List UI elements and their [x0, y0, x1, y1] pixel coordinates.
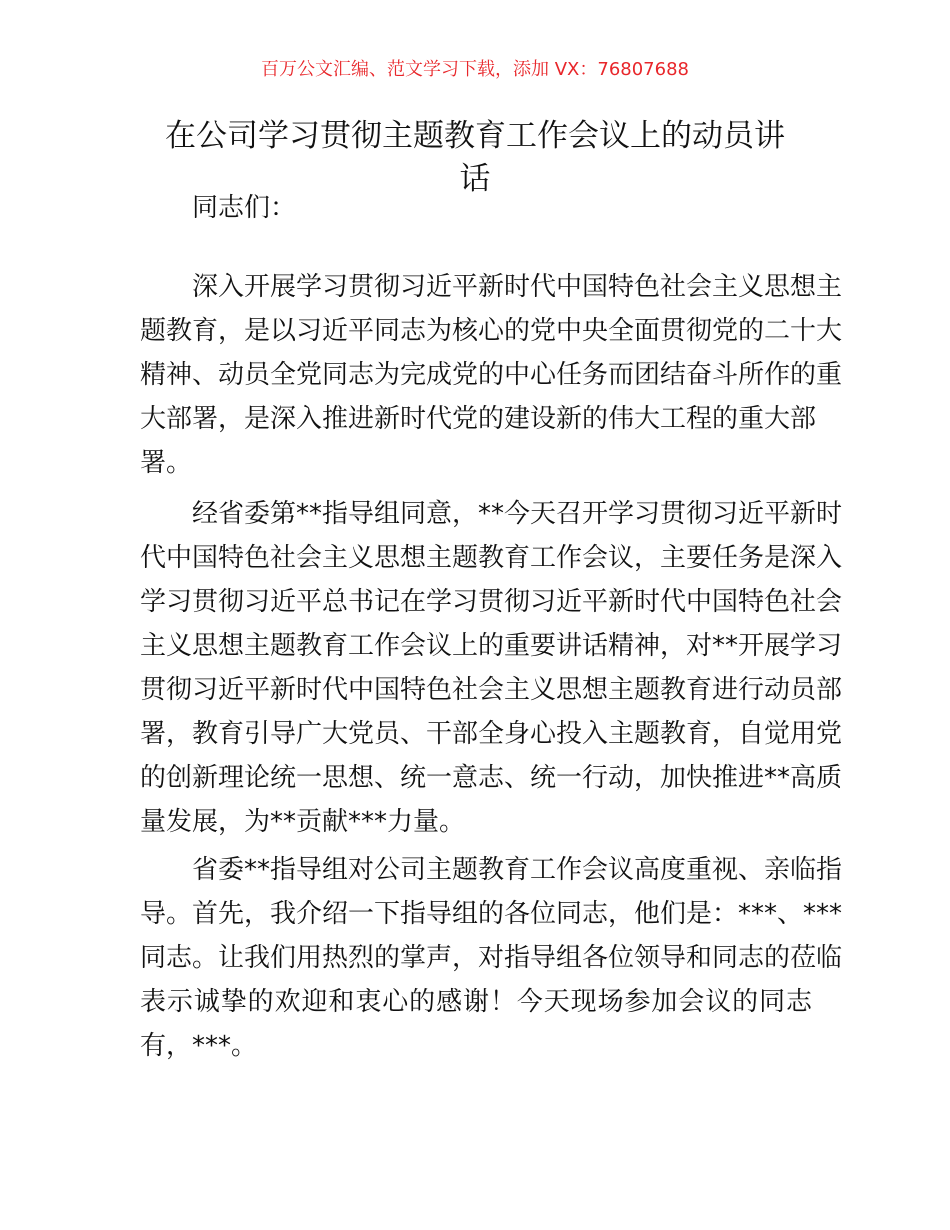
title-line: 在公司学习贯彻主题教育工作会议上的动员讲 — [165, 118, 785, 154]
salutation-text: 同志们： — [192, 193, 297, 223]
paragraph-line: 署，教育引导广大党员、干部全身心投入主题教育，自觉用党 — [140, 719, 843, 749]
salutation — [140, 186, 812, 230]
paragraph-line: 导。首先，我介绍一下指导组的各位同志，他们是：***、*** — [140, 899, 843, 929]
paragraph-3 — [140, 848, 843, 1068]
paragraph-line: 的创新理论统一思想、统一意志、统一行动，加快推进**高质 — [140, 763, 843, 793]
paragraph-line: 主义思想主题教育工作会议上的重要讲话精神，对**开展学习 — [140, 631, 843, 661]
paragraph-line: 大部署，是深入推进新时代党的建设新的伟大工程的重大部 — [140, 404, 817, 434]
paragraph-2 — [140, 492, 843, 844]
watermark-header: 百万公文汇编、范文学习下载，添加 VX：76807688 — [261, 59, 689, 80]
paragraph-line: 深入开展学习贯彻习近平新时代中国特色社会主义思想主 — [192, 272, 843, 302]
paragraph-line: 经省委第**指导组同意，**今天召开学习贯彻习近平新时 — [192, 499, 843, 529]
paragraph-line: 同志。让我们用热烈的掌声，对指导组各位领导和同志的莅临 — [140, 943, 843, 973]
paragraph-line: 贯彻习近平新时代中国特色社会主义思想主题教育进行动员部 — [140, 675, 843, 705]
paragraph-1 — [140, 265, 843, 485]
paragraph-line: 省委**指导组对公司主题教育工作会议高度重视、亲临指 — [192, 855, 843, 885]
paragraph-line: 署。 — [140, 448, 193, 478]
paragraph-line: 题教育，是以习近平同志为核心的党中央全面贯彻党的二十大 — [140, 316, 843, 346]
paragraph-line: 精神、动员全党同志为完成党的中心任务而团结奋斗所作的重 — [140, 360, 843, 390]
paragraph-line: 量发展，为**贡献***力量。 — [140, 807, 466, 837]
paragraph-line: 学习贯彻习近平总书记在学习贯彻习近平新时代中国特色社会 — [140, 587, 843, 617]
paragraph-line: 有，***。 — [140, 1031, 258, 1061]
paragraph-line: 代中国特色社会主义思想主题教育工作会议，主要任务是深入 — [140, 543, 843, 573]
title-line: 话 — [459, 161, 491, 197]
paragraph-line: 表示诚挚的欢迎和衷心的感谢！今天现场参加会议的同志 — [140, 987, 812, 1017]
